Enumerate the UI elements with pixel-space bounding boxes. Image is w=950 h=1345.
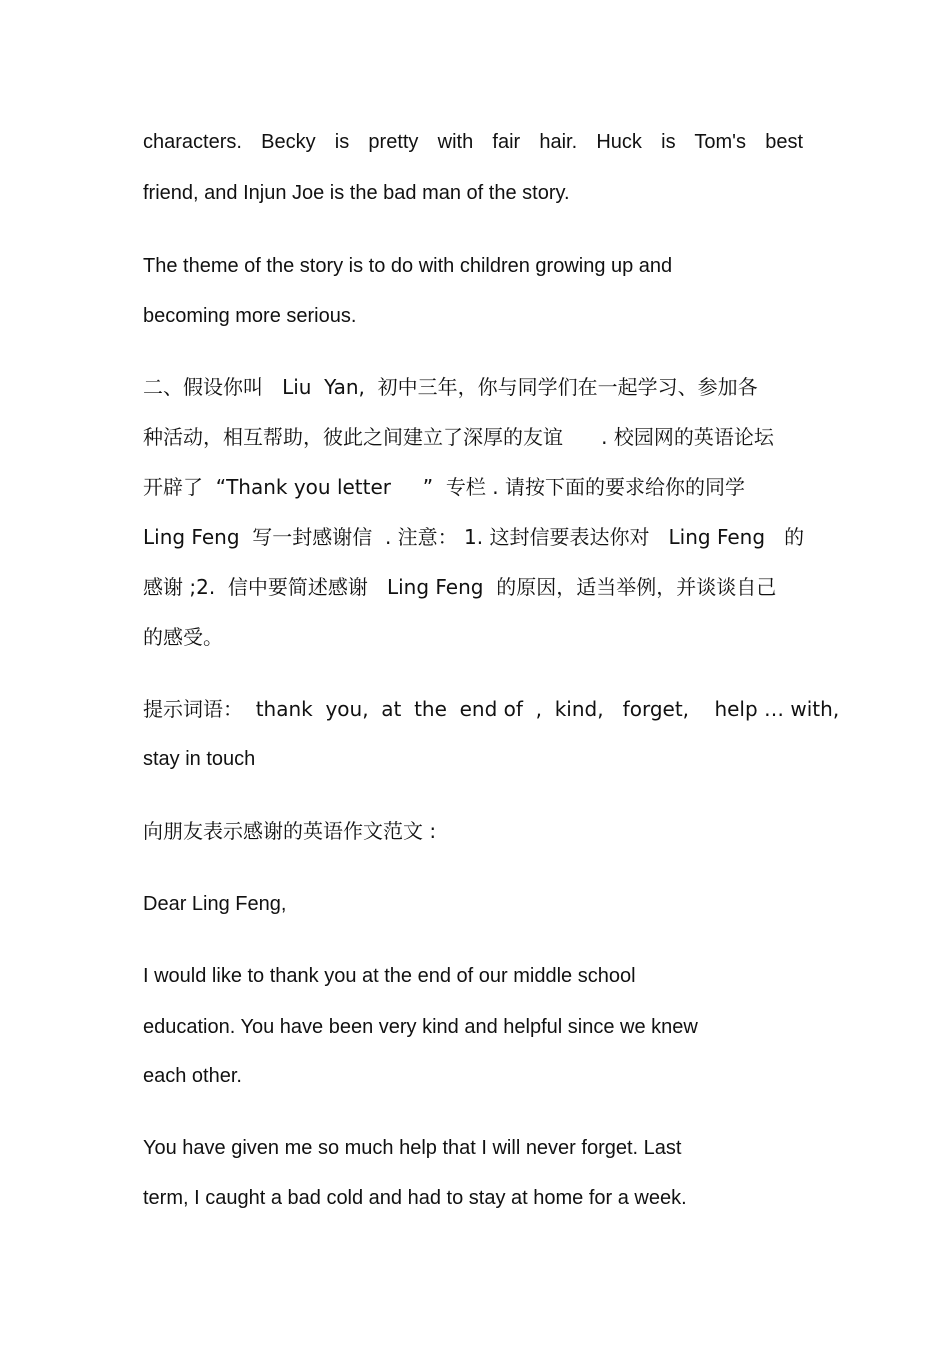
text-line-6: 种活动，相互帮助，彼此之间建立了深厚的友谊 . 校园网的英语论坛 (143, 425, 774, 449)
text-line-1: characters. Becky is pretty with fair hair. Huck is Tom's best (143, 131, 803, 153)
text-line-11: 提示词语： thank you, at the end of , kind, forget, help … with, (143, 697, 840, 721)
text-line-4: becoming more serious. (143, 305, 357, 327)
text-line-13: 向朋友表示感谢的英语作文范文 : (143, 819, 437, 843)
text-line-10: 的感受。 (143, 625, 223, 649)
text-line-16: education. You have been very kind and helpful since we knew (143, 1016, 698, 1038)
text-line-18: You have given me so much help that I will never forget. Last (143, 1137, 682, 1159)
text-line-15: I would like to thank you at the end of our middle school (143, 965, 636, 987)
text-line-12: stay in touch (143, 748, 256, 770)
text-line-2: friend, and Injun Joe is the bad man of the story. (143, 182, 570, 204)
text-line-8: Ling Feng 写一封感谢信 . 注意： 1. 这封信要表达你对 Ling Feng 的 (143, 525, 805, 549)
text-line-17: each other. (143, 1065, 242, 1087)
text-line-5: 二、假设你叫 Liu Yan, 初中三年，你与同学们在一起学习、参加各 (143, 375, 758, 399)
text-line-9: 感谢 ;2. 信中要简述感谢 Ling Feng 的原因，适当举例，并谈谈自己 (143, 575, 777, 599)
text-line-7: 开辟了 “Thank you letter ” 专栏 . 请按下面的要求给你的同学 (143, 475, 745, 499)
text-line-14: Dear Ling Feng, (143, 893, 287, 915)
text-line-19: term, I caught a bad cold and had to stay at home for a week. (143, 1187, 687, 1209)
text-line-3: The theme of the story is to do with children growing up and (143, 255, 673, 277)
